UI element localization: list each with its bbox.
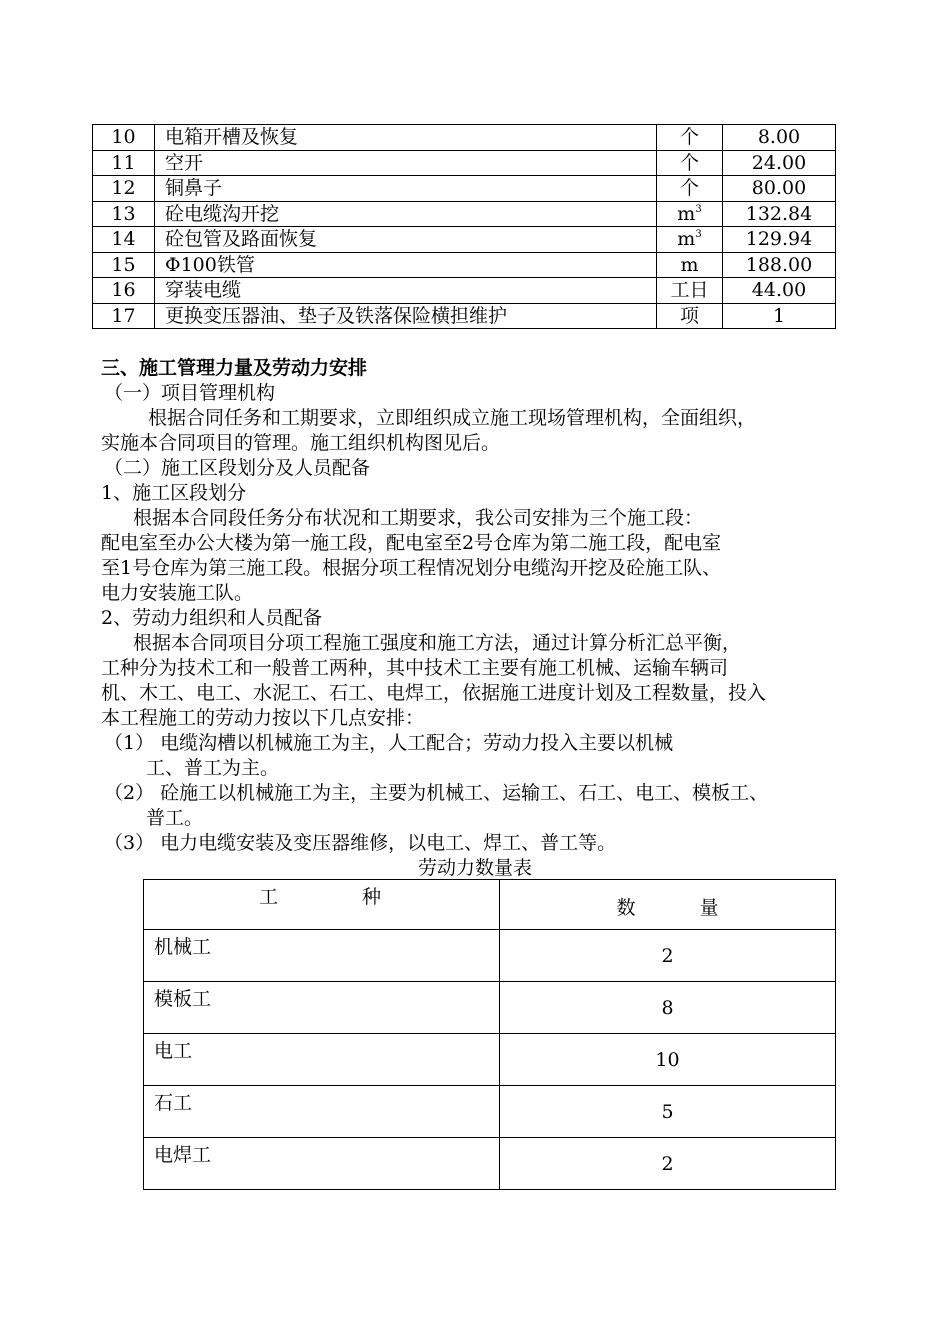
row-number: 10 (93, 125, 155, 151)
table-row (144, 930, 836, 982)
paragraph-3-line-1: 根据本合同项目分项工程施工强度和施工方法，通过计算分析汇总平衡， (133, 632, 742, 654)
item-quantity: 132.84 (723, 201, 836, 227)
item-unit (657, 201, 723, 227)
labor-header-type (144, 880, 500, 930)
item-unit (657, 150, 723, 176)
table-row (144, 1138, 836, 1190)
labor-header-count (500, 880, 836, 930)
paragraph-2-line-1: 根据本合同段任务分布状况和工期要求，我公司安排为三个施工段： (133, 507, 704, 529)
list-item-1-line-2: 工、普工为主。 (146, 757, 280, 779)
table-row (144, 1086, 836, 1138)
table-row (93, 278, 836, 304)
item-quantity: 44.00 (723, 278, 836, 304)
list-item-1-line-1: （1） 电缆沟槽以机械施工为主，人工配合；劳动力投入主要以机械 (104, 732, 674, 754)
table-row (144, 1034, 836, 1086)
table-row (93, 176, 836, 202)
labor-header-count-char-2: 量 (699, 897, 719, 919)
item-name: Φ100铁管 (155, 252, 657, 278)
unit-text: 工日 (670, 279, 709, 302)
unit-text: 项 (679, 304, 699, 327)
paragraph-2-line-3: 至1号仓库为第三施工段。根据分项工程情况划分电缆沟开挖及砼施工队、 (101, 557, 722, 579)
item-unit (657, 278, 723, 304)
unit-text: m (677, 202, 696, 225)
unit-superscript: 3 (695, 229, 702, 241)
paragraph-2-line-4: 电力安装施工队。 (101, 582, 254, 604)
labor-type: 石工 (144, 1086, 500, 1138)
item-quantity: 1 (723, 303, 836, 329)
item-unit (657, 252, 723, 278)
row-number: 12 (93, 176, 155, 202)
item-quantity: 80.00 (723, 176, 836, 202)
labor-count: 8 (500, 982, 836, 1034)
row-number: 16 (93, 278, 155, 304)
item-quantity: 188.00 (723, 252, 836, 278)
item-name: 铜鼻子 (155, 176, 657, 202)
labor-count: 5 (500, 1086, 836, 1138)
row-number: 15 (93, 252, 155, 278)
labor-type: 机械工 (144, 930, 500, 982)
item-name: 电箱开槽及恢复 (155, 125, 657, 151)
item-name: 砼电缆沟开挖 (155, 201, 657, 227)
table-row (93, 201, 836, 227)
unit-superscript: 3 (695, 203, 702, 215)
row-number: 11 (93, 150, 155, 176)
item-1-heading: 1、施工区段划分 (101, 482, 247, 504)
list-item-2-line-1: （2） 砼施工以机械施工为主，主要为机械工、运输工、石工、电工、模板工、 (104, 782, 769, 804)
labor-header-type-char-1: 工 (259, 886, 279, 908)
labor-count: 10 (500, 1034, 836, 1086)
labor-table (143, 879, 836, 1190)
item-unit (657, 227, 723, 253)
subsection-sections-staffing: （二）施工区段划分及人员配备 (104, 457, 371, 479)
list-item-3-line-1: （3） 电力电缆安装及变压器维修，以电工、焊工、普工等。 (104, 832, 617, 854)
labor-type: 电工 (144, 1034, 500, 1086)
table-row (93, 150, 836, 176)
unit-text: 个 (679, 126, 699, 149)
labor-count: 2 (500, 930, 836, 982)
table-row (93, 252, 836, 278)
unit-text: m (680, 253, 699, 276)
labor-count: 2 (500, 1138, 836, 1190)
labor-type: 模板工 (144, 982, 500, 1034)
unit-text: m (677, 228, 696, 251)
row-number: 14 (93, 227, 155, 253)
table-row (93, 125, 836, 151)
subsection-project-management: （一）项目管理机构 (104, 382, 276, 404)
labor-type: 电焊工 (144, 1138, 500, 1190)
row-number: 17 (93, 303, 155, 329)
table-row (93, 303, 836, 329)
item-2-heading: 2、劳动力组织和人员配备 (101, 607, 323, 629)
paragraph-3-line-4: 本工程施工的劳动力按以下几点安排： (101, 707, 425, 729)
labor-header-count-char-1: 数 (616, 897, 636, 919)
paragraph-3-line-3: 机、木工、电工、水泥工、石工、电焊工，依据施工进度计划及工程数量，投入 (101, 682, 767, 704)
item-name: 更换变压器油、垫子及铁落保险横担维护 (155, 303, 657, 329)
item-name: 砼包管及路面恢复 (155, 227, 657, 253)
items-table (92, 124, 836, 329)
item-name: 穿装电缆 (155, 278, 657, 304)
labor-table-caption: 劳动力数量表 (417, 857, 532, 879)
list-item-2-line-2: 普工。 (146, 807, 204, 829)
table-row (144, 982, 836, 1034)
item-unit (657, 303, 723, 329)
unit-text: 个 (679, 177, 699, 200)
section-heading: 三、施工管理力量及劳动力安排 (101, 357, 368, 379)
paragraph-2-line-2: 配电室至办公大楼为第一施工段，配电室至2号仓库为第二施工段，配电室 (101, 532, 722, 554)
labor-header-type-char-2: 种 (362, 886, 382, 908)
paragraph-1-line-2: 实施本合同项目的管理。施工组织机构图见后。 (101, 432, 501, 454)
row-number: 13 (93, 201, 155, 227)
item-unit (657, 125, 723, 151)
paragraph-3-line-2: 工种分为技术工和一般普工两种，其中技术工主要有施工机械、运输车辆司 (101, 657, 729, 679)
item-quantity: 129.94 (723, 227, 836, 253)
item-name: 空开 (155, 150, 657, 176)
unit-text: 个 (679, 151, 699, 174)
item-quantity: 24.00 (723, 150, 836, 176)
paragraph-1-line-1: 根据合同任务和工期要求，立即组织成立施工现场管理机构，全面组织， (148, 407, 757, 429)
item-quantity: 8.00 (723, 125, 836, 151)
item-unit (657, 176, 723, 202)
table-row (93, 227, 836, 253)
